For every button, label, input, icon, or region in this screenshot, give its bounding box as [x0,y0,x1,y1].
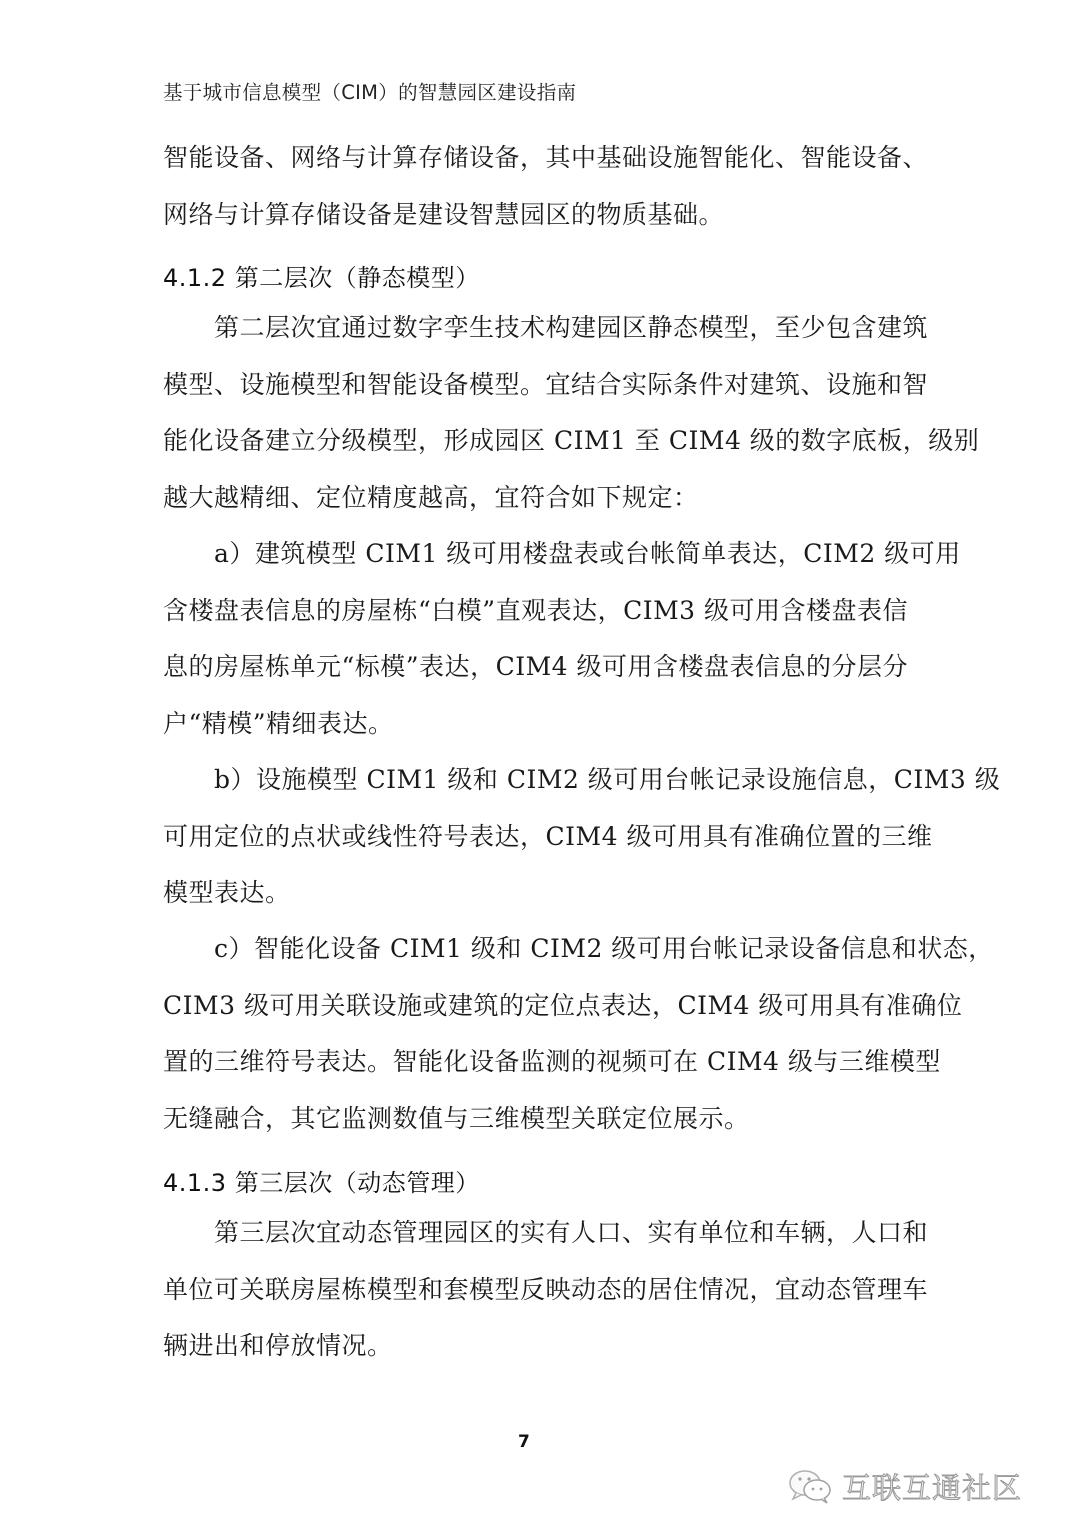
text-line: 第二层次宜通过数字孪生技术构建园区静态模型，至少包含建筑 [214,313,929,342]
text-line: 息的房屋栋单元“标模”表达，CIM4 级可用含楼盘表信息的分层分 [163,652,909,681]
text-line: 智能设备、网络与计算存储设备，其中基础设施智能化、智能设备、 [163,143,929,172]
text-line: 第三层次宜动态管理园区的实有人口、实有单位和车辆，人口和 [214,1218,929,1247]
text-line: 模型表达。 [163,878,291,907]
text-line: 模型、设施模型和智能设备模型。宜结合实际条件对建筑、设施和智 [163,369,929,399]
text-line: b）设施模型 CIM1 级和 CIM2 级可用台帐记录设施信息，CIM3 级 [214,765,1001,794]
running-header: 基于城市信息模型（CIM）的智慧园区建设指南 [163,81,577,104]
text-line: 网络与计算存储设备是建设智慧园区的物质基础。 [163,199,725,229]
section-heading-4-1-3: 4.1.3 第三层次（动态管理） [163,1169,480,1197]
text-line: a）建筑模型 CIM1 级可用楼盘表或台帐简单表达，CIM2 级可用 [214,539,961,568]
section-4-1-3-paragraph [163,1205,929,1375]
text-line: 无缝融合，其它监测数值与三维模型关联定位展示。 [163,1103,750,1133]
text-line: 越大越精细、定位精度越高，宜符合如下规定： [163,482,699,512]
text-line: 置的三维符号表达。智能化设备监测的视频可在 CIM4 级与三维模型 [163,1047,941,1076]
text-line: 户“精模”精细表达。 [163,708,394,738]
text-line: 含楼盘表信息的房屋栋“白模”直观表达，CIM3 级可用含楼盘表信 [163,595,909,625]
text-line: 单位可关联房屋栋模型和套模型反映动态的居住情况，宜动态管理车 [163,1274,929,1304]
item-c-paragraph [163,921,994,1147]
text-line: c）智能化设备 CIM1 级和 CIM2 级可用台帐记录设备信息和状态， [214,934,994,963]
text-line: 可用定位的点状或线性符号表达，CIM4 级可用具有准确位置的三维 [163,821,933,851]
item-b-paragraph [163,752,1001,922]
wechat-icon [788,1468,834,1506]
text-line: CIM3 级可用关联设施或建筑的定位点表达，CIM4 级可用具有准确位 [163,990,963,1020]
text-line: 辆进出和停放情况。 [163,1331,393,1360]
watermark [788,1466,1022,1507]
item-a-paragraph [163,526,961,752]
watermark-text: 互联互通社区 [842,1471,1023,1505]
page-number: 7 [518,1432,530,1452]
intro-paragraph [163,130,929,243]
text-line: 能化设备建立分级模型，形成园区 CIM1 至 CIM4 级的数字底板，级别 [163,426,980,455]
section-heading-4-1-2: 4.1.2 第二层次（静态模型） [163,264,480,292]
section-4-1-2-paragraph [163,300,980,526]
